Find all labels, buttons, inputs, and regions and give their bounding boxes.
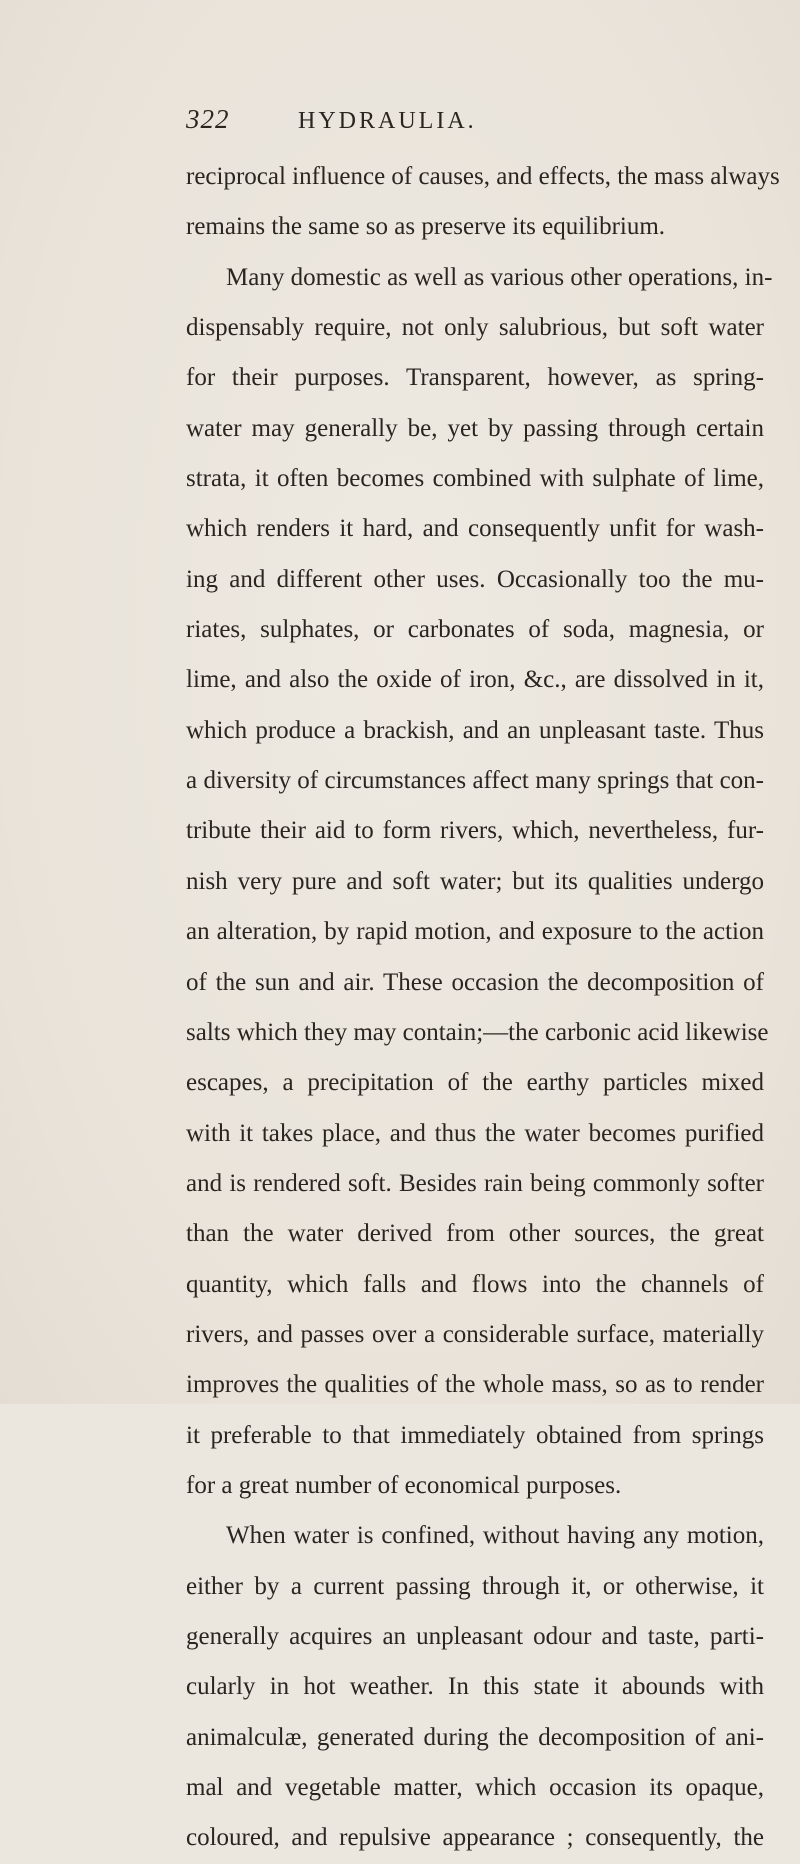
- text-line: remains the same so as preserve its equilibrium.: [186, 213, 666, 241]
- text-line: salts which they may contain;—the carbonic acid likewise: [186, 1018, 769, 1046]
- text-line: for their purposes. Transparent, however, as spring-: [186, 364, 764, 392]
- running-title: HYDRAULIA.: [298, 108, 477, 134]
- page-header: [186, 104, 766, 144]
- text-line: When water is confined, without having any motion,: [226, 1522, 764, 1550]
- text-line: Many domestic as well as various other operations, in-: [226, 263, 773, 291]
- text-line: of the sun and air. These occasion the decomposition of: [186, 968, 764, 996]
- text-line: reciprocal influence of causes, and effects, the mass always: [186, 163, 780, 190]
- text-line: with it takes place, and thus the water becomes purified: [186, 1119, 764, 1147]
- body-text: [186, 152, 780, 1864]
- text-line: a diversity of circumstances affect many springs that con-: [186, 767, 764, 795]
- text-line: quantity, which falls and flows into the channels of: [186, 1270, 764, 1298]
- text-line: rivers, and passes over a considerable surface, materially: [186, 1320, 764, 1348]
- text-line: which renders it hard, and consequently unfit for wash-: [186, 515, 764, 543]
- text-line: riates, sulphates, or carbonates of soda, magnesia, or: [186, 616, 764, 644]
- text-line: escapes, a precipitation of the earthy particles mixed: [186, 1069, 764, 1097]
- text-line: than the water derived from other sources, the great: [186, 1220, 764, 1248]
- text-line: lime, and also the oxide of iron, &c., are dissolved in it,: [186, 666, 764, 694]
- text-line: which produce a brackish, and an unpleasant taste. Thus: [186, 716, 764, 744]
- text-line: improves the qualities of the whole mass, so as to render: [186, 1371, 764, 1399]
- text-line: animalculæ, generated during the decomposition of ani-: [186, 1723, 764, 1751]
- text-line: ing and different other uses. Occasionally too the mu-: [186, 565, 764, 593]
- text-line: cularly in hot weather. In this state it abounds with: [186, 1673, 764, 1701]
- text-line: either by a current passing through it, or otherwise, it: [186, 1572, 764, 1600]
- text-line: and is rendered soft. Besides rain being commonly softer: [186, 1169, 764, 1197]
- text-line: generally acquires an unpleasant odour and taste, parti-: [186, 1622, 764, 1650]
- text-line: it preferable to that immediately obtained from springs: [186, 1421, 764, 1449]
- text-line: water may generally be, yet by passing through certain: [186, 414, 764, 442]
- text-line: strata, it often becomes combined with sulphate of lime,: [186, 465, 764, 493]
- text-line: nish very pure and soft water; but its qualities undergo: [186, 867, 764, 895]
- text-line: coloured, and repulsive appearance ; consequently, the: [186, 1824, 764, 1852]
- text-line: for a great number of economical purposes.: [186, 1471, 622, 1499]
- text-line: mal and vegetable matter, which occasion its opaque,: [186, 1774, 764, 1801]
- text-line: dispensably require, not only salubrious, but soft water: [186, 314, 764, 342]
- text-line: an alteration, by rapid motion, and exposure to the action: [186, 918, 764, 946]
- page-number: 322: [186, 104, 230, 134]
- text-line: tribute their aid to form rivers, which, nevertheless, fur-: [186, 817, 764, 845]
